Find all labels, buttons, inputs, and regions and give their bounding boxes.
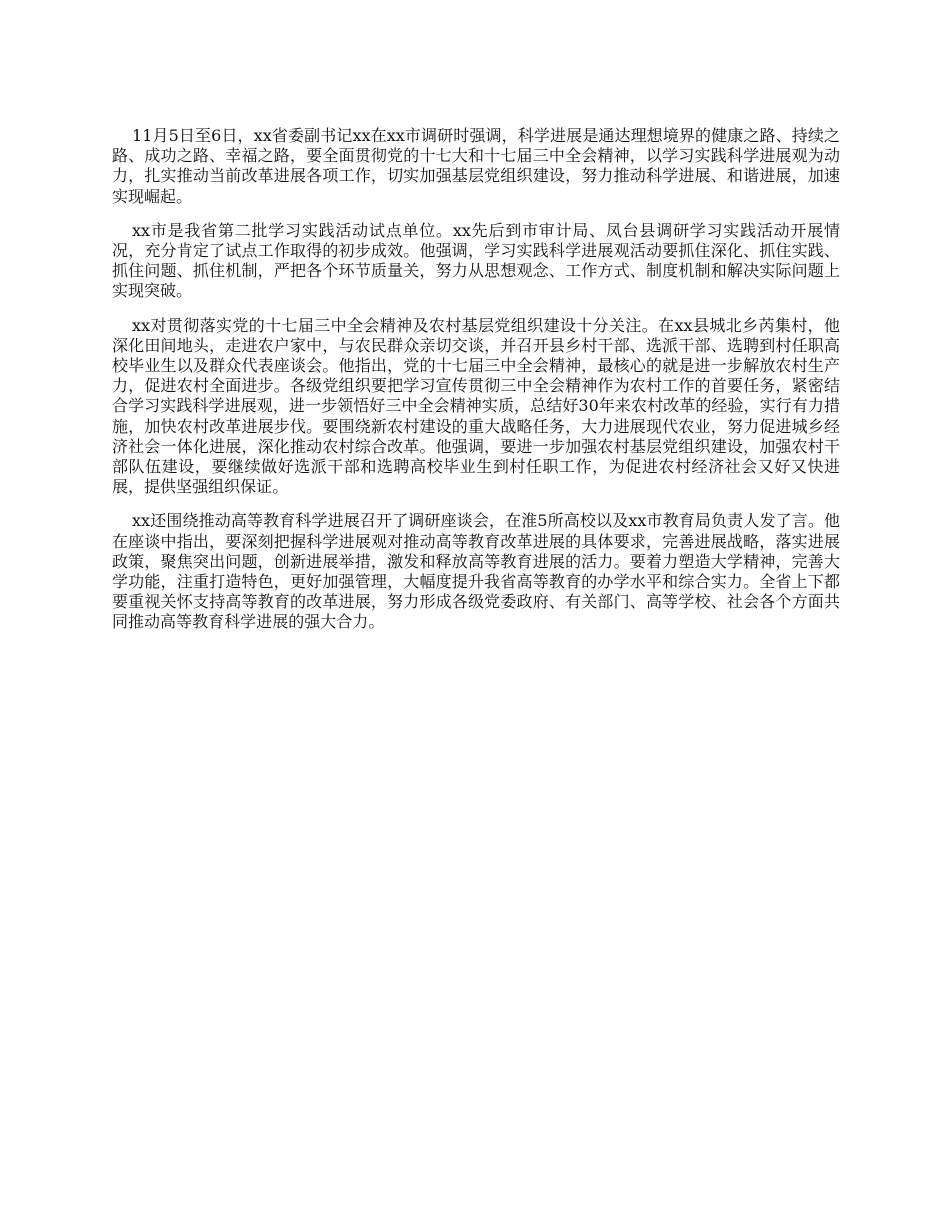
paragraph-2: xx市是我省第二批学习实践活动试点单位。xx先后到市审计局、凤台县调研学习实践活动开展情况，充分肯定了试点工作取得的初步成效。他强调，学习实践科学进展观活动要抓住深化、抓住实践、抓住问题、抓住机制，严把各个环节质量关，努力从思想观念、工作方式、制度机制和解决实际问题上实现突破。 bbox=[112, 220, 840, 301]
paragraph-3: xx对贯彻落实党的十七届三中全会精神及农村基层党组织建设十分关注。在xx县城北乡芮集村，他深化田间地头，走进农户家中，与农民群众亲切交谈，并召开县乡村干部、选派干部、选聘到村任职高校毕业生以及群众代表座谈会。他指出，党的十七届三中全会精神，最核心的就是进一步解放农村生产力，促进农村全面进步。各级党组织要把学习宣传贯彻三中全会精神作为农村工作的首要任务，紧密结合学习实践科学进展观，进一步领悟好三中全会精神实质，总结好30年来农村改革的经验，实行有力措施，加快农村改革进展步伐。要围绕新农村建设的重大战略任务，大力进展现代农业，努力促进城乡经济社会一体化进展，深化推动农村综合改革。他强调，要进一步加强农村基层党组织建设，加强农村干部队伍建设，要继续做好选派干部和选聘高校毕业生到村任职工作，为促进农村经济社会又好又快进展，提供坚强组织保证。 bbox=[112, 315, 840, 497]
paragraph-1: 11月5日至6日，xx省委副书记xx在xx市调研时强调，科学进展是通达理想境界的健康之路、持续之路、成功之路、幸福之路，要全面贯彻党的十七大和十七届三中全会精神，以学习实践科学进展观为动力，扎实推动当前改革进展各项工作，切实加强基层党组织建设，努力推动科学进展、和谐进展，加速实现崛起。 bbox=[112, 126, 840, 206]
document-body bbox=[112, 126, 840, 647]
paragraph-4: xx还围绕推动高等教育科学进展召开了调研座谈会，在淮5所高校以及xx市教育局负责人发了言。他在座谈中指出，要深刻把握科学进展观对推动高等教育改革进展的具体要求，完善进展战略，落实进展政策，聚焦突出问题，创新进展举措，激发和释放高等教育进展的活力。要着力塑造大学精神，完善大学功能，注重打造特色，更好加强管理，大幅度提升我省高等教育的办学水平和综合实力。全省上下都要重视关怀支持高等教育的改革进展，努力形成各级党委政府、有关部门、高等学校、社会各个方面共同推动高等教育科学进展的强大合力。 bbox=[112, 511, 840, 632]
